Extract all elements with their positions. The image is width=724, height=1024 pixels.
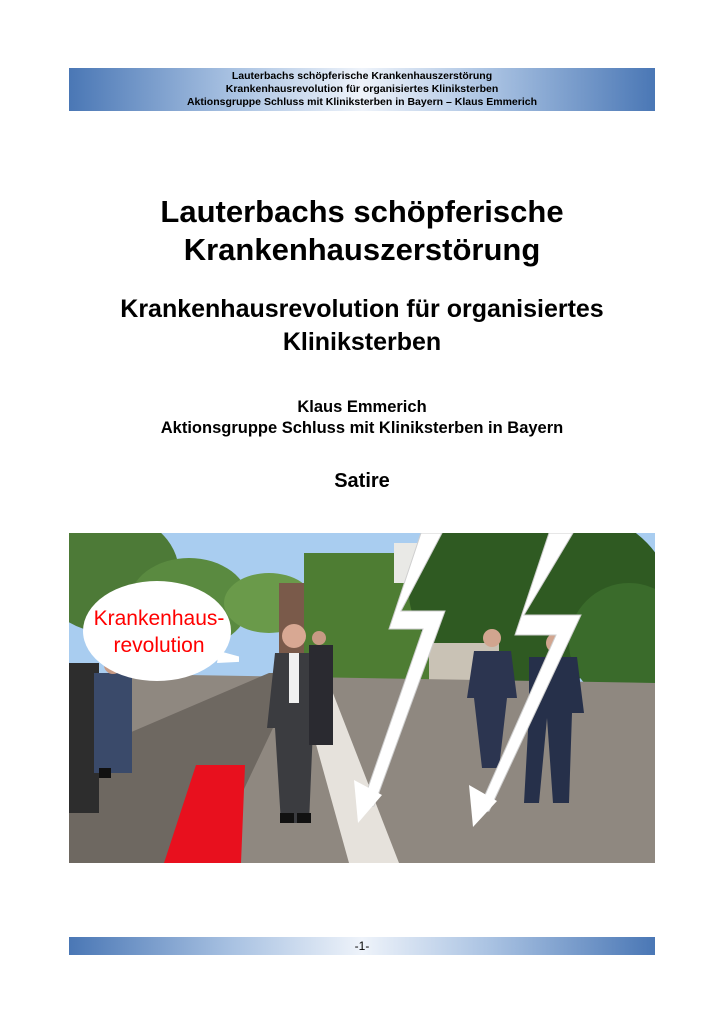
page-number: -1-: [354, 939, 370, 953]
subtitle-line-1: Krankenhausrevolution für organisiertes: [120, 295, 604, 323]
cover-photo: [69, 533, 655, 863]
author-block: [0, 397, 724, 439]
running-header: [69, 68, 655, 111]
title-line-1: Lauterbachs schöpferische: [160, 194, 564, 229]
header-line-2: Krankenhausrevolution für organisiertes Kliniksterben: [225, 83, 499, 95]
document-title: [0, 193, 724, 269]
subtitle-line-2: Kliniksterben: [282, 328, 442, 356]
speech-bubble-text: [79, 605, 239, 659]
genre-label: Satire: [334, 470, 390, 492]
author-name: Klaus Emmerich: [297, 398, 427, 416]
speech-bubble-line-1: Krankenhaus-: [93, 607, 225, 630]
header-line-1: Lauterbachs schöpferische Krankenhauszerstörung: [231, 70, 493, 82]
header-line-3: Aktionsgruppe Schluss mit Kliniksterben in Bayern – Klaus Emmerich: [186, 96, 538, 108]
title-line-2: Krankenhauszerstörung: [183, 232, 541, 267]
person-background: [309, 631, 333, 745]
speech-bubble-line-2: revolution: [113, 634, 205, 657]
author-organization: Aktionsgruppe Schluss mit Kliniksterben in Bayern: [160, 419, 564, 437]
page-footer: [69, 937, 655, 955]
document-subtitle: [0, 293, 724, 359]
